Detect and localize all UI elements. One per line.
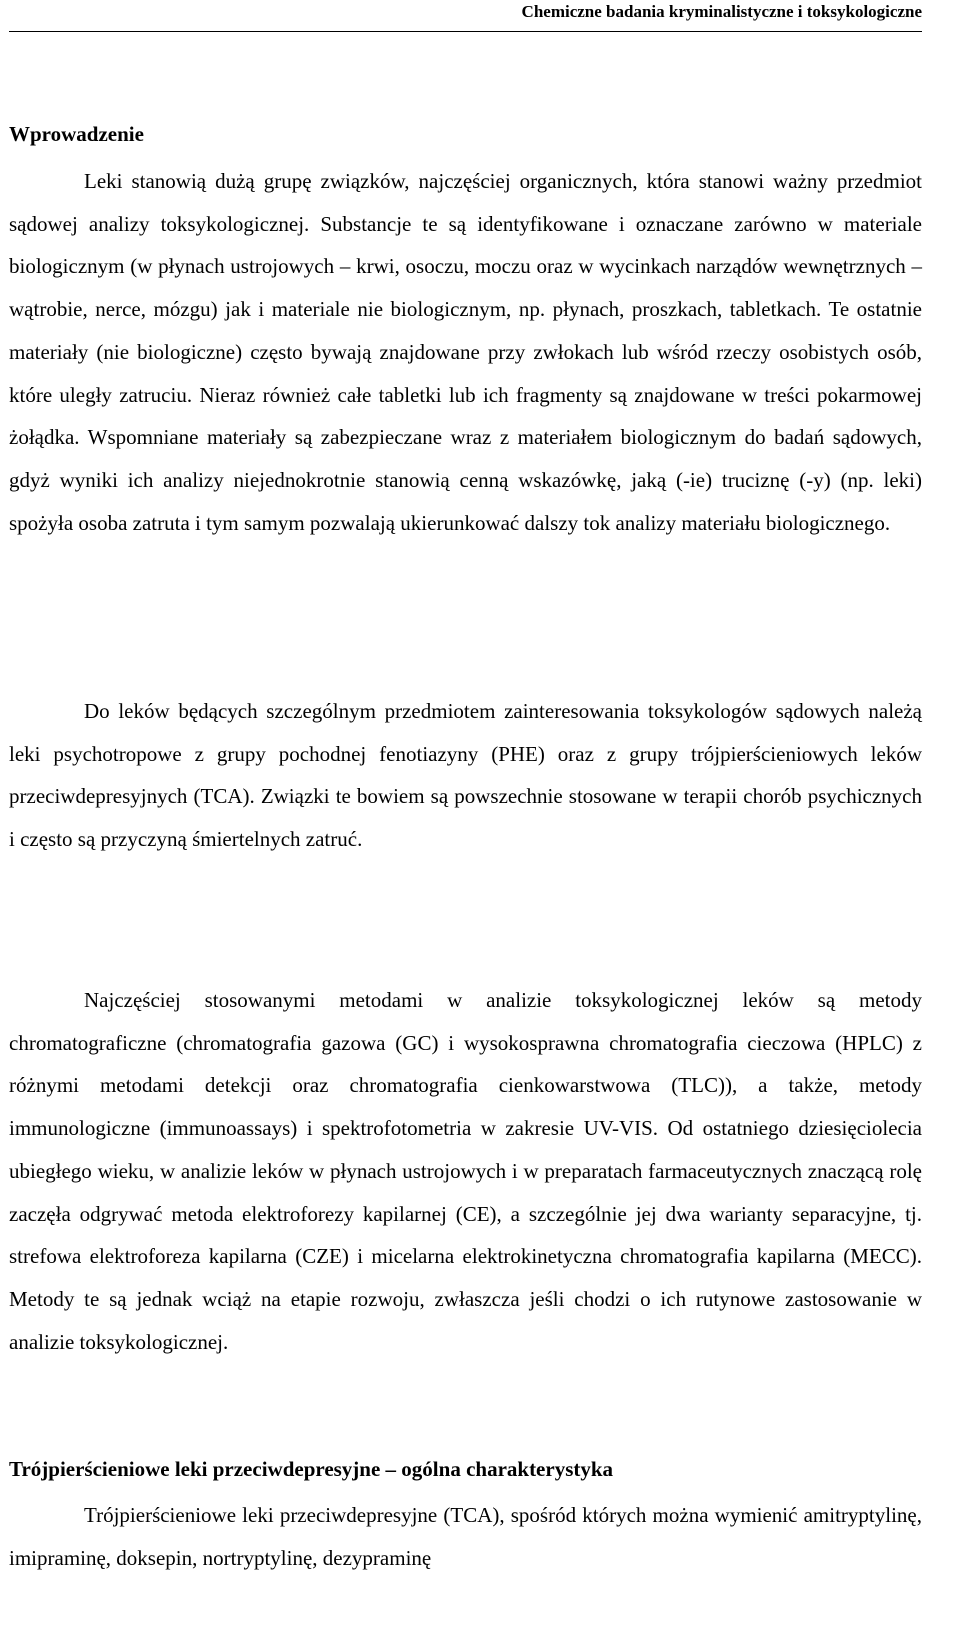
paragraph-tca-1: Trójpierścieniowe leki przeciwdepresyjne (TCA), spośród których można wymienić amitryptylinę, imipraminę, doksepin, nortryptylinę, dezypraminę	[9, 1503, 922, 1570]
paragraph-intro-2: Do leków będących szczególnym przedmiotem zainteresowania toksykologów sądowych należą leki psychotropowe z grupy pochodnej fenotiazyny (PHE) oraz z grupy trójpierścieniowych leków przeciwdepresyjnych (TCA). Związki te bowiem są powszechnie stosowane w terapii chorób psychicznych i często są przyczyną śmiertelnych zatruć.	[9, 699, 922, 852]
header-rule	[9, 31, 922, 32]
running-header: Chemiczne badania kryminalistyczne i toksykologiczne	[521, 2, 922, 21]
section-heading-introduction: Wprowadzenie	[9, 122, 144, 146]
paragraph-intro-1: Leki stanowią dużą grupę związków, najczęściej organicznych, która stanowi ważny przedmiot sądowej analizy toksykologicznej. Substancje te są identyfikowane i oznaczane zarówno w materiale biologicznym (w płynach ustrojowych – krwi, osoczu, moczu oraz w wycinkach narządów wewnętrznych – wątrobie, nerce, mózgu) jak i materiale nie biologicznym, np. płynach, proszkach, tabletkach. Te ostatnie materiały (nie biologiczne) często bywają znajdowane przy zwłokach lub wśród rzeczy osobistych osób, które uległy zatruciu. Nieraz również całe tabletki lub ich fragmenty są znajdowane w treści pokarmowej żołądka. Wspomniane materiały są zabezpieczane wraz z materiałem biologicznym do badań sądowych, gdyż wyniki ich analizy niejednokrotnie stanowią cenną wskazówkę, jaką (-ie) truciznę (-y) (np. leki) spożyła osoba zatruta i tym samym pozwalają ukierunkować dalszy tok analizy materiału biologicznego.	[9, 169, 922, 535]
section-heading-tca: Trójpierścieniowe leki przeciwdepresyjne – ogólna charakterystyka	[9, 1457, 614, 1481]
paragraph-intro-3: Najczęściej stosowanymi metodami w analizie toksykologicznej leków są metody chromatograficzne (chromatografia gazowa (GC) i wysokosprawna chromatografia cieczowa (HPLC) z różnymi metodami detekcji oraz chromatografia cienkowarstwowa (TLC)), a także, metody immunologiczne (immunoassays) i spektrofotometria w zakresie UV-VIS. Od ostatniego dziesięciolecia ubiegłego wieku, w analizie leków w płynach ustrojowych i w preparatach farmaceutycznych znaczącą rolę zaczęła odgrywać metoda elektroforezy kapilarnej (CE), a szczególnie jej dwa warianty separacyjne, tj. strefowa elektroforeza kapilarna (CZE) i micelarna elektrokinetyczna chromatografia kapilarna (MECC). Metody te są jednak wciąż na etapie rozwoju, zwłaszcza jeśli chodzi o ich rutynowe zastosowanie w analizie toksykologicznej.	[9, 988, 922, 1354]
